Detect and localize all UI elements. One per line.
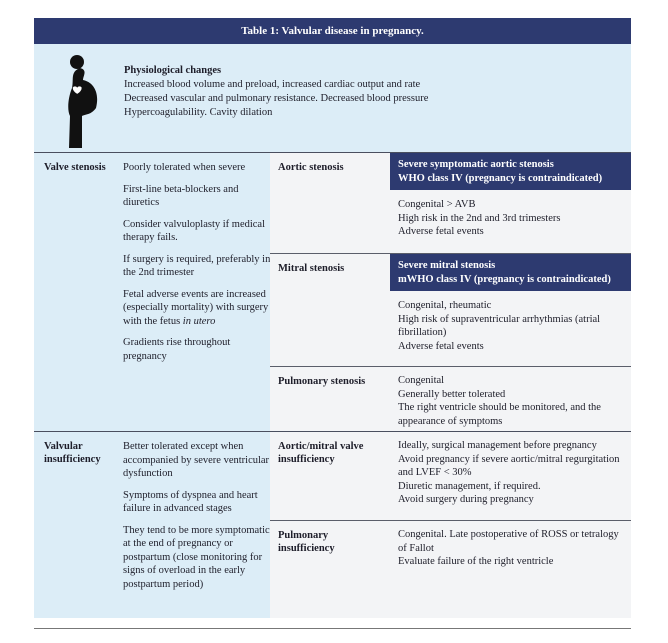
bottom-divider <box>34 628 631 629</box>
mitral-stenosis-label: Mitral stenosis <box>278 263 345 274</box>
detail-line: Congenital <box>398 375 445 386</box>
physiological-line: Increased blood volume and preload, increased cardiac output and rate <box>124 79 421 90</box>
detail-line: Congenital, rheumatic <box>398 300 492 311</box>
mitral-stenosis-detail <box>390 254 631 353</box>
note: Fetal adverse events are increased (especially mortality) with surgery with the fetus in utero <box>123 288 269 327</box>
mitral-stenosis-row <box>270 254 631 367</box>
aortic-stenosis-banner: Severe symptomatic aortic stenosis WHO class IV (pregnancy is contraindicated) <box>390 153 631 190</box>
detail-line: Avoid surgery during pregnancy <box>398 494 534 505</box>
detail-line: Avoid pregnancy if severe aortic/mitral regurgitation and LVEF < 30% <box>398 453 620 478</box>
detail-line: Diuretic management, if required. <box>398 480 541 492</box>
aortic-mitral-insufficiency-label: Aortic/mitral valve insufficiency <box>278 441 364 465</box>
stenosis-subtypes <box>270 153 631 431</box>
aortic-mitral-insufficiency-row <box>270 432 631 521</box>
detail-line: Adverse fetal events <box>398 340 484 352</box>
note: If surgery is required, preferably in the 2nd trimester <box>123 253 271 278</box>
valve-stenosis-notes <box>123 161 271 371</box>
pulmonary-stenosis-label: Pulmonary stenosis <box>278 376 366 387</box>
aortic-stenosis-detail <box>390 153 631 239</box>
detail-line: High risk in the 2nd and 3rd trimesters <box>398 212 561 224</box>
note: Consider valvuloplasty if medical therapy fails. <box>123 218 266 243</box>
detail-line: Ideally, surgical management before pregnancy <box>398 440 597 451</box>
aortic-mitral-insufficiency-detail <box>390 432 631 507</box>
note: Gradients rise throughout pregnancy <box>123 337 231 362</box>
pulmonary-stenosis-detail <box>390 367 631 428</box>
note: Better tolerated except when accompanied by severe ventricular dysfunction <box>123 441 270 479</box>
valvular-insufficiency-label: Valvular insufficiency <box>44 441 101 465</box>
valvular-disease-table <box>34 18 631 618</box>
physiological-line: Decreased vascular and pulmonary resistance. Decreased blood pressure <box>124 93 429 104</box>
mitral-stenosis-banner: Severe mitral stenosis mWHO class IV (pregnancy is contraindicated) <box>390 254 631 291</box>
valvular-insufficiency-row <box>34 432 631 618</box>
in-utero-italic: in utero <box>182 315 216 327</box>
insufficiency-subtypes <box>270 432 631 618</box>
valve-stenosis-row <box>34 153 631 432</box>
note: Poorly tolerated when severe <box>123 162 246 173</box>
valvular-insufficiency-notes <box>123 440 271 599</box>
detail-line: Evaluate failure of the right ventricle <box>398 556 554 567</box>
table-title: Table 1: Valvular disease in pregnancy. <box>34 18 631 44</box>
pregnant-woman-silhouette-icon <box>58 52 104 148</box>
physiological-line: Hypercoagulability. Cavity dilation <box>124 107 273 118</box>
physiological-changes-text <box>124 64 428 120</box>
physiological-heading: Physiological changes <box>124 65 222 76</box>
note: They tend to be more symptomatic at the end of pregnancy or postpartum (close monitoring for signs of overload in the early postpartum period) <box>123 524 270 590</box>
pulmonary-insufficiency-row <box>270 521 631 619</box>
pulmonary-insufficiency-detail <box>390 521 631 569</box>
aortic-stenosis-row <box>270 153 631 254</box>
physiological-changes-row <box>34 44 631 153</box>
note: First-line beta-blockers and diuretics <box>123 183 239 208</box>
pulmonary-stenosis-row <box>270 367 631 433</box>
detail-line: Congenital. Late postoperative of ROSS or tetralogy of Fallot <box>398 529 619 554</box>
detail-line: High risk of supraventricular arrhythmias (atrial fibrillation) <box>398 313 601 338</box>
note: Symptoms of dyspnea and heart failure in advanced stages <box>123 489 258 514</box>
detail-line: Congenital > AVB <box>398 199 476 210</box>
detail-line: Adverse fetal events <box>398 226 484 237</box>
pulmonary-insufficiency-label: Pulmonary insufficiency <box>278 530 335 554</box>
detail-line: Generally better tolerated <box>398 388 506 400</box>
aortic-stenosis-label: Aortic stenosis <box>278 162 344 173</box>
detail-line: The right ventricle should be monitored, and the appearance of symptoms <box>398 402 601 427</box>
valve-stenosis-label: Valve stenosis <box>44 162 106 173</box>
